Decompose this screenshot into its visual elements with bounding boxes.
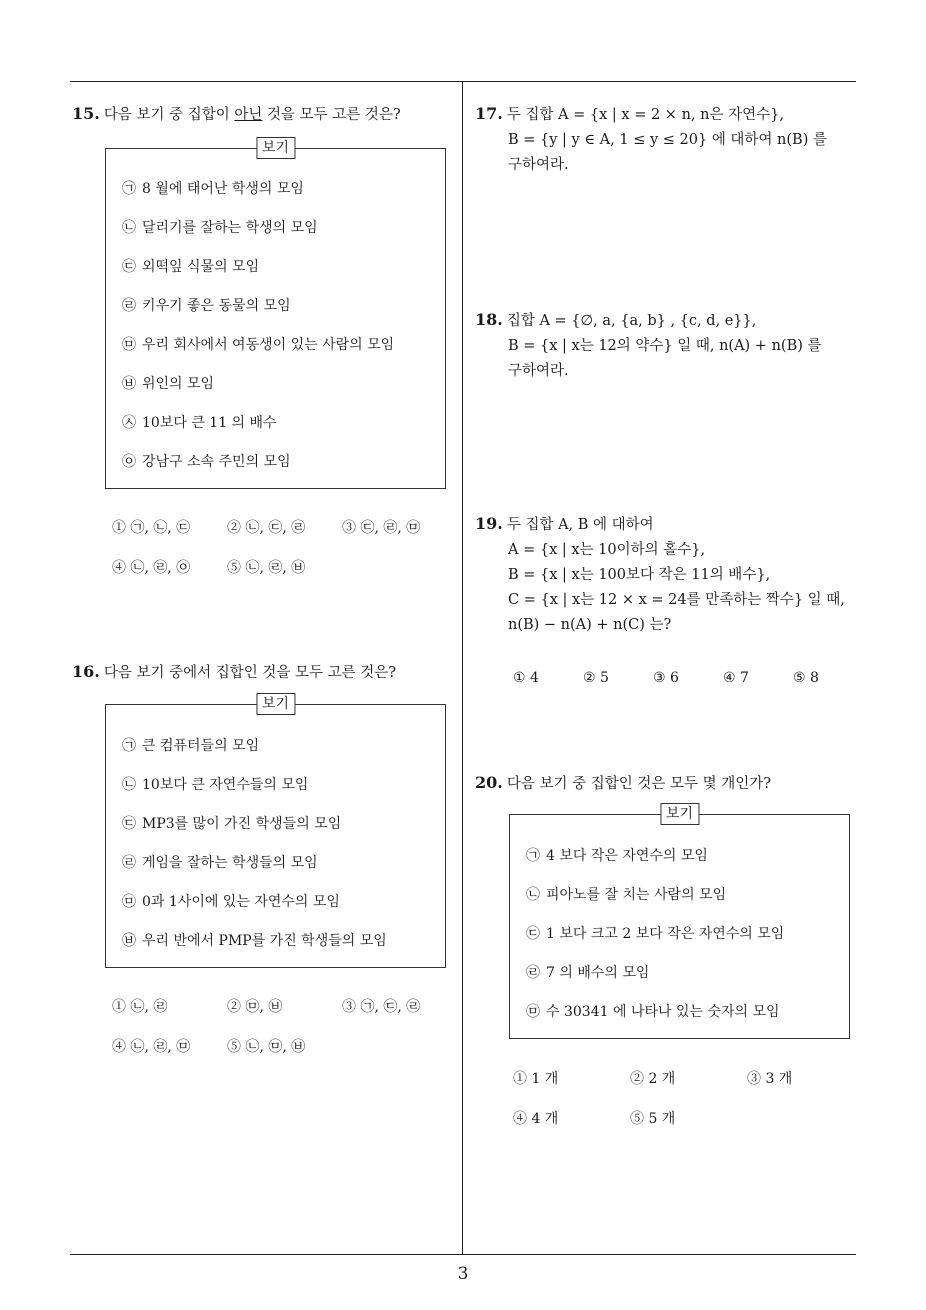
question-19-line: n(B) − n(A) + n(C) 는? (508, 617, 672, 633)
top-rule (70, 81, 856, 82)
answer-choice-5[interactable]: ⑤ 8 (793, 670, 819, 686)
question-19-line: C = {x | x는 12 × x = 24를 만족하는 짝수} 일 때, (508, 592, 845, 608)
answer-choice-2[interactable]: ② ㉤, ㉥ (227, 999, 283, 1015)
q15-example-box (105, 140, 446, 489)
answer-choice-3[interactable]: ③ ㉠, ㉢, ㉣ (342, 999, 421, 1015)
answer-choice-1[interactable]: ① ㉠, ㉡, ㉢ (112, 520, 191, 536)
answer-choice-3[interactable]: ③ 3 개 (747, 1071, 793, 1087)
question-19 (475, 511, 845, 638)
question-19-line: B = {x | x는 100보다 작은 11의 배수}, (508, 567, 771, 583)
question-17-stem: 17. 두 집합 A = {x | x = 2 × n, n은 자연수}, (475, 104, 784, 123)
question-17-line: 구하여라. (508, 157, 569, 173)
answer-choice-5[interactable]: ⑤ ㉡, ㉣, ㉥ (227, 560, 306, 576)
answer-choice-1[interactable]: ① 4 (513, 670, 539, 686)
example-item: ㉤ 우리 회사에서 여동생이 있는 사람의 모임 (122, 337, 395, 353)
question-19-stem: 19. 두 집합 A, B 에 대하여 (475, 514, 654, 533)
question-number: 18. (475, 310, 503, 329)
example-box-label: 보기 (256, 137, 295, 159)
example-item: ㉠ 큰 컴퓨터들의 모임 (122, 738, 260, 754)
example-item: ㉣ 7 의 배수의 모임 (526, 965, 650, 981)
question-20-stem: 20. 다음 보기 중 집합인 것은 모두 몇 개인가? (475, 773, 771, 792)
answer-choice-2[interactable]: ② 5 (583, 670, 609, 686)
example-item: ㉠ 8 월에 태어난 학생의 모임 (122, 181, 304, 197)
question-15-stem: 15. 다음 보기 중 집합이 아닌 것을 모두 고른 것은? (72, 104, 401, 123)
page-number: 3 (457, 1264, 469, 1284)
answer-choice-3[interactable]: ③ ㉢, ㉣, ㉤ (342, 520, 421, 536)
example-item: ㉤ 수 30341 에 나타나 있는 숫자의 모임 (526, 1004, 780, 1020)
example-item: ㉥ 우리 반에서 PMP를 가진 학생들의 모임 (122, 933, 387, 949)
example-item: ㉠ 4 보다 작은 자연수의 모임 (526, 848, 708, 864)
question-17 (475, 101, 827, 178)
example-item: ㉡ 피아노를 잘 치는 사람의 모임 (526, 887, 727, 903)
bottom-rule (70, 1254, 856, 1255)
example-item: ㉢ MP3를 많이 가진 학생들의 모임 (122, 816, 342, 832)
question-18 (475, 307, 822, 384)
underlined-word: 아닌 (234, 107, 263, 123)
question-number: 20. (475, 773, 503, 792)
answer-choice-4[interactable]: ④ ㉡, ㉣, ㉧ (112, 560, 191, 576)
example-box-label: 보기 (256, 693, 295, 715)
question-16 (72, 662, 396, 683)
q16-example-box (105, 696, 446, 968)
q20-example-box (509, 806, 850, 1039)
example-item: ㉧ 강남구 소속 주민의 모임 (122, 454, 291, 470)
answer-choice-5[interactable]: ⑤ ㉡, ㉤, ㉥ (227, 1039, 306, 1055)
question-number: 19. (475, 514, 503, 533)
answer-choice-4[interactable]: ④ 7 (723, 670, 749, 686)
column-divider (462, 82, 463, 1254)
answer-choice-1[interactable]: ① 1 개 (513, 1071, 559, 1087)
example-item: ㉤ 0과 1사이에 있는 자연수의 모임 (122, 894, 340, 910)
answer-choice-4[interactable]: ④ 4 개 (513, 1111, 559, 1127)
question-15 (72, 104, 401, 125)
answer-choice-2[interactable]: ② 2 개 (630, 1071, 676, 1087)
example-item: ㉦ 10보다 큰 11 의 배수 (122, 415, 277, 431)
example-item: ㉥ 위인의 모임 (122, 376, 215, 392)
example-item: ㉢ 외떡잎 식물의 모임 (122, 259, 260, 275)
question-number: 16. (72, 662, 100, 681)
question-18-line: 구하여라. (508, 363, 569, 379)
question-17-line: B = {y | y ∈ A, 1 ≤ y ≤ 20} 에 대하여 n(B) 를 (508, 132, 827, 148)
example-item: ㉡ 10보다 큰 자연수들의 모임 (122, 777, 309, 793)
question-number: 15. (72, 104, 100, 123)
answer-choice-4[interactable]: ④ ㉡, ㉣, ㉤ (112, 1039, 191, 1055)
example-item: ㉢ 1 보다 크고 2 보다 작은 자연수의 모임 (526, 926, 785, 942)
question-20 (475, 773, 771, 794)
answer-choice-2[interactable]: ② ㉡, ㉢, ㉣ (227, 520, 306, 536)
question-18-line: B = {x | x는 12의 약수} 일 때, n(A) + n(B) 를 (508, 338, 822, 354)
question-19-line: A = {x | x는 10이하의 홀수}, (508, 542, 706, 558)
question-18-stem: 18. 집합 A = {∅, a, {a, b} , {c, d, e}}, (475, 310, 757, 329)
answer-choice-5[interactable]: ⑤ 5 개 (630, 1111, 676, 1127)
example-box-label: 보기 (660, 803, 699, 825)
answer-choice-1[interactable]: ① ㉡, ㉣ (112, 999, 168, 1015)
example-item: ㉡ 달리기를 잘하는 학생의 모임 (122, 220, 318, 236)
answer-choice-3[interactable]: ③ 6 (653, 670, 679, 686)
example-item: ㉣ 키우기 좋은 동물의 모임 (122, 298, 291, 314)
example-item: ㉣ 게임을 잘하는 학생들의 모임 (122, 855, 318, 871)
question-number: 17. (475, 104, 503, 123)
question-16-stem: 16. 다음 보기 중에서 집합인 것을 모두 고른 것은? (72, 662, 397, 681)
